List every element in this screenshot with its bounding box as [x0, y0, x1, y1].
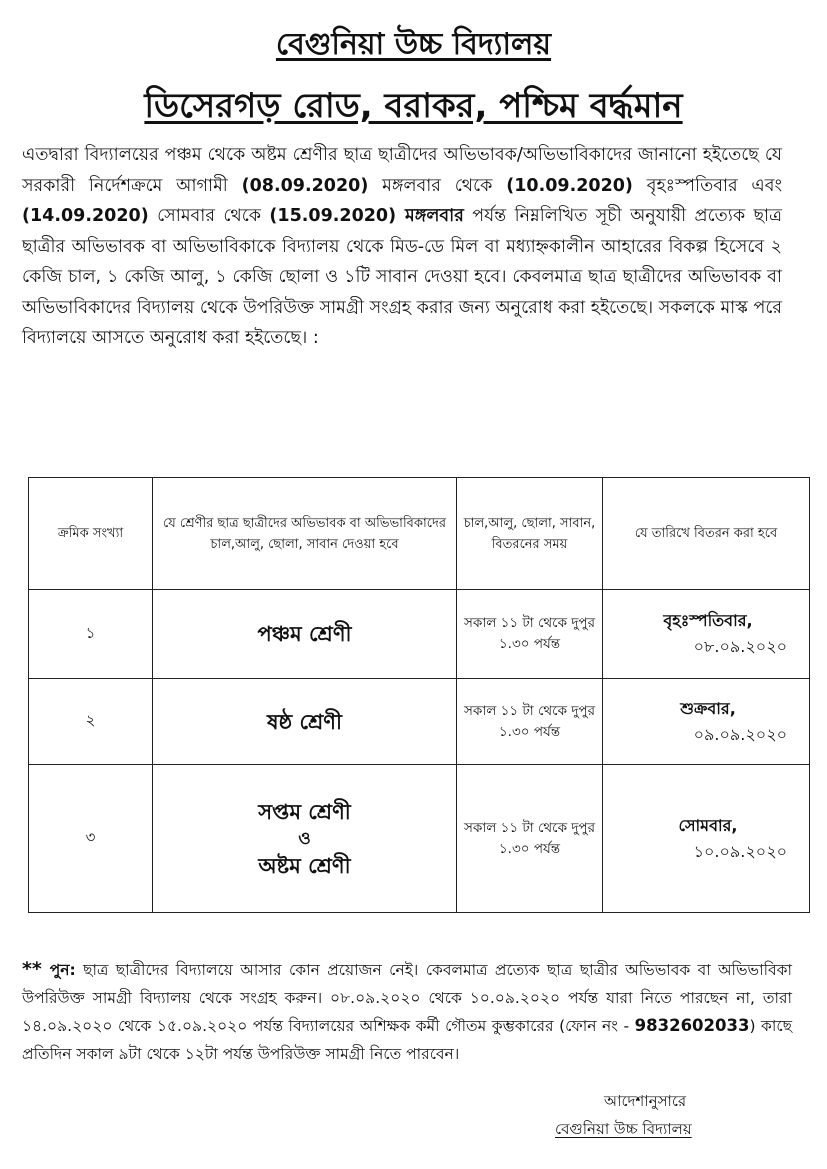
footnote-text-2: ) কাছে প্রতিদিন সকাল ৯টা থেকে ১২টা পর্যন্ত উপরিউক্ত সামগ্রী নিতে পারবেন।: [22, 1017, 793, 1063]
row-time: সকাল ১১ টা থেকে দুপুর ১.৩০ পর্যন্ত: [457, 679, 603, 765]
notice-text-5: মঙ্গলবার: [396, 206, 464, 226]
notice-text-3: বৃহঃস্পতিবার এবং: [632, 175, 783, 196]
school-address-title: ডিসেরগড় রোড, বরাকর, পশ্চিম বর্দ্ধমান: [144, 86, 683, 126]
notice-date-3: (14.09.2020): [22, 206, 149, 226]
contact-phone-number: 9832602033: [634, 1016, 750, 1035]
header-class: যে শ্রেণীর ছাত্র ছাত্রীদের অভিভাবক বা অভিভাবিকাদের চাল,আলু, ছোলা, সাবান দেওয়া হবে: [153, 478, 457, 590]
row-date: ০৯.০৯.২০২০: [693, 724, 787, 744]
footnote-stars: **: [22, 958, 42, 980]
table-row: [29, 765, 810, 913]
notice-text-2: মঙ্গলবার থেকে: [368, 175, 507, 196]
distribution-table: [28, 477, 810, 913]
notice-text-1: এতদ্বারা বিদ্যালয়ের পঞ্চম থেকে অষ্টম শ্রেণীর ছাত্র ছাত্রীদের অভিভাবক/অভিভাবিকাদের জানানো হইতেছে যে সরকারী নির্দেশক্রমে আগামী: [22, 145, 782, 196]
notice-date-4: (15.09.2020): [269, 206, 397, 226]
row-date: ০৮.০৯.২০২০: [693, 637, 787, 656]
row-day: শুক্রবার,: [680, 698, 736, 718]
table-row: [29, 590, 810, 679]
row-class-2: অষ্টম শ্রেণী: [258, 853, 351, 878]
row-class-and: ও: [298, 828, 311, 849]
table-header-row: [29, 478, 810, 590]
notice-paragraph: [22, 140, 782, 354]
row-date-cell: [603, 765, 810, 913]
footnote-text-1: ছাত্র ছাত্রীদের বিদ্যালয়ে আসার কোন প্রয়োজন নেই। কেবলমাত্র প্রত্যেক ছাত্র ছাত্রীর অভিভাবক বা অভিভাবিকা উপরিউক্ত সামগ্রী বিদ্যালয় থেকে সংগ্রহ করুন। ০৮.০৯.২০২০ থেকে ১০.০৯.২০২০ পর্যন্ত যারা নিতে পারছেন না, তারা ১৪.০৯.২০২০ থেকে ১৫.০৯.২০২০ পর্যন্ত বিদ্যালয়ের অশিক্ষক কর্মী গৌতম কুম্ভকারের (ফোন নং -: [22, 961, 792, 1035]
row-date: ১০.০৯.২০২০: [693, 841, 787, 861]
row-serial: ২: [29, 679, 153, 765]
row-date-cell: [603, 590, 810, 679]
notice-text-6: পর্যন্ত নিম্নলিখিত সূচী অনুযায়ী প্রত্যেক ছাত্র ছাত্রীর অভিভাবক বা অভিভাবিকাকে বিদ্যালয় থেকে মিড-ডে মিল বা মধ্যাহ্নকালীন আহারের বিকল্প হিসেবে ২ কেজি চাল, ১ কেজি আলু, ১ কেজি ছোলা ও ১টি সাবান দেওয়া হবে। কেবলমাত্র ছাত্র ছাত্রীদের অভিভাবক বা অভিভাবিকাদের বিদ্যালয় থেকে উপরিউক্ত সামগ্রী সংগ্রহ করার জন্য অনুরোধ করা হইতেছে। সকলকে মাস্ক পরে বিদ্যালয়ে আসতে অনুরোধ করা হইতেছে। :: [22, 206, 782, 348]
school-name-title: বেগুনিয়া উচ্চ বিদ্যালয়: [275, 27, 552, 62]
row-time: সকাল ১১ টা থেকে দুপুর ১.৩০ পর্যন্ত: [457, 765, 603, 913]
row-class: ষষ্ঠ শ্রেণী: [153, 679, 457, 765]
row-time: সকাল ১১ টা থেকে দুপুর ১.৩০ পর্যন্ত: [457, 590, 603, 679]
row-serial: ১: [29, 590, 153, 679]
row-class-cell: [153, 765, 457, 913]
footnote-paragraph: [22, 956, 792, 1068]
footnote-lead: পুন:: [41, 961, 76, 979]
order-line: আদেশানুসারে: [604, 1092, 687, 1110]
notice-date-2: (10.09.2020): [506, 175, 633, 196]
row-class: সপ্তম শ্রেণী: [258, 799, 351, 824]
header-serial: ক্রমিক সংখ্যা: [29, 478, 153, 590]
notice-text-4: সোমবার থেকে: [148, 206, 270, 226]
header-date: যে তারিখে বিতরন করা হবে: [603, 478, 810, 590]
signature-school: বেগুনিয়া উচ্চ বিদ্যালয়: [555, 1120, 692, 1138]
row-serial: ৩: [29, 765, 153, 913]
header-time: চাল,আলু, ছোলা, সাবান, বিতরনের সময়: [457, 478, 603, 590]
row-day: সোমবার,: [678, 815, 738, 835]
row-class: পঞ্চম শ্রেণী: [153, 590, 457, 679]
notice-date-1: (08.09.2020): [241, 175, 369, 196]
row-date-cell: [603, 679, 810, 765]
table-row: [29, 679, 810, 765]
row-day: বৃহঃস্পতিবার,: [663, 611, 753, 630]
